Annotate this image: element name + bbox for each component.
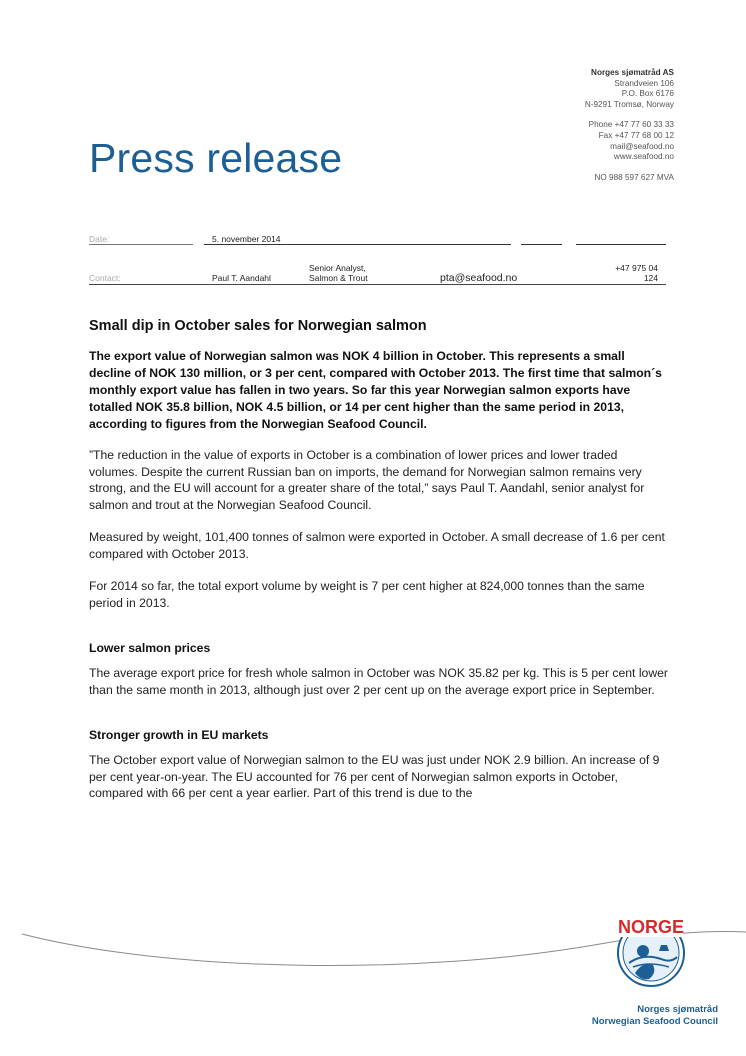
company-name: Norges sjømatråd AS	[591, 68, 674, 77]
contact-phone	[600, 263, 658, 283]
section-heading-eu: Stronger growth in EU markets	[89, 728, 269, 742]
paragraph-weight: Measured by weight, 101,400 tonnes of salmon were exported in October. A small decrease of 1.6 per cent compared with October 2013.	[89, 530, 665, 561]
contact-label: Contact:	[89, 273, 121, 283]
paragraph-prices: The average export price for fresh whole salmon in October was NOK 35.82 per kg. This is 5 per cent lower than the same month in 2013, although just over 2 per cent up on the average export price in September.	[89, 666, 668, 697]
date-value: 5. november 2014	[212, 234, 281, 244]
company-street: Strandveien 106	[614, 78, 674, 88]
paragraph-ytd-volume: For 2014 so far, the total export volume by weight is 7 per cent higher at 824,000 tonnes than the same period in 2013.	[89, 579, 645, 610]
date-value-rule	[204, 244, 511, 245]
contact-role-line1: Senior Analyst,	[309, 263, 366, 273]
article-headline: Small dip in October sales for Norwegian salmon	[89, 318, 427, 334]
date-rule-end	[576, 244, 666, 245]
contact-role-line2: Salmon & Trout	[309, 273, 368, 283]
date-label: Date:	[89, 234, 110, 244]
article-body	[89, 318, 669, 818]
date-label-rule	[89, 244, 193, 245]
contact-role	[309, 263, 368, 283]
page-title: Press release	[89, 135, 343, 181]
company-postal: N-9291 Tromsø, Norway	[584, 99, 674, 109]
company-address-block	[520, 68, 674, 183]
paragraph-eu: The October export value of Norwegian salmon to the EU was just under NOK 2.9 billion. An increase of 9 per cent year-on-year. The EU accounted for 76 per cent of Norwegian salmon exports in October, compared with 66 per cent a year earlier. Part of this trend is due to the	[89, 753, 660, 800]
footer-name-norwegian: Norges sjømatråd	[637, 1004, 718, 1015]
contact-name: Paul T. Aandahl	[212, 273, 271, 283]
norge-logo	[609, 907, 693, 995]
company-web[interactable]: www.seafood.no	[613, 152, 674, 162]
paragraph-quote: ”The reduction in the value of exports in October is a combination of lower prices and lower traded volumes. Despite the current Russian ban on imports, the demand for Norwegian salmon remains very strong, and the EU will account for a greater share of the total,” says Paul T. Aandahl, senior analyst for salmon and trout at the Norwegian Seafood Council.	[89, 448, 645, 512]
footer-organisation-name	[520, 1004, 718, 1027]
footer-name-english: Norwegian Seafood Council	[591, 1015, 718, 1027]
logo-text: NORGE	[617, 917, 685, 937]
company-fax: Fax +47 77 68 00 12	[598, 130, 674, 140]
date-rule-short	[521, 244, 562, 245]
article-lead: The export value of Norwegian salmon was NOK 4 billion in October. This represents a small decline of NOK 130 million, or 3 per cent, compared with October 2013. The first time that salmon´s monthly export value has fallen in two years. So far this year Norwegian salmon exports have totalled NOK 35.8 billion, NOK 4.5 billion, or 14 per cent higher than the same period in 2013, according to figures from the Norwegian Seafood Council.	[89, 349, 662, 431]
contact-email[interactable]: pta@seafood.no	[440, 272, 518, 284]
company-org-number: NO 988 597 627 MVA	[594, 172, 674, 182]
section-heading-prices: Lower salmon prices	[89, 641, 211, 655]
company-pobox: P.O. Box 6176	[621, 89, 674, 99]
company-email[interactable]: mail@seafood.no	[610, 141, 674, 151]
company-phone: Phone +47 77 60 33 33	[588, 120, 674, 130]
contact-phone-line2: 124	[643, 273, 658, 283]
contact-phone-line1: +47 975 04	[615, 263, 658, 273]
contact-rule	[89, 284, 666, 285]
